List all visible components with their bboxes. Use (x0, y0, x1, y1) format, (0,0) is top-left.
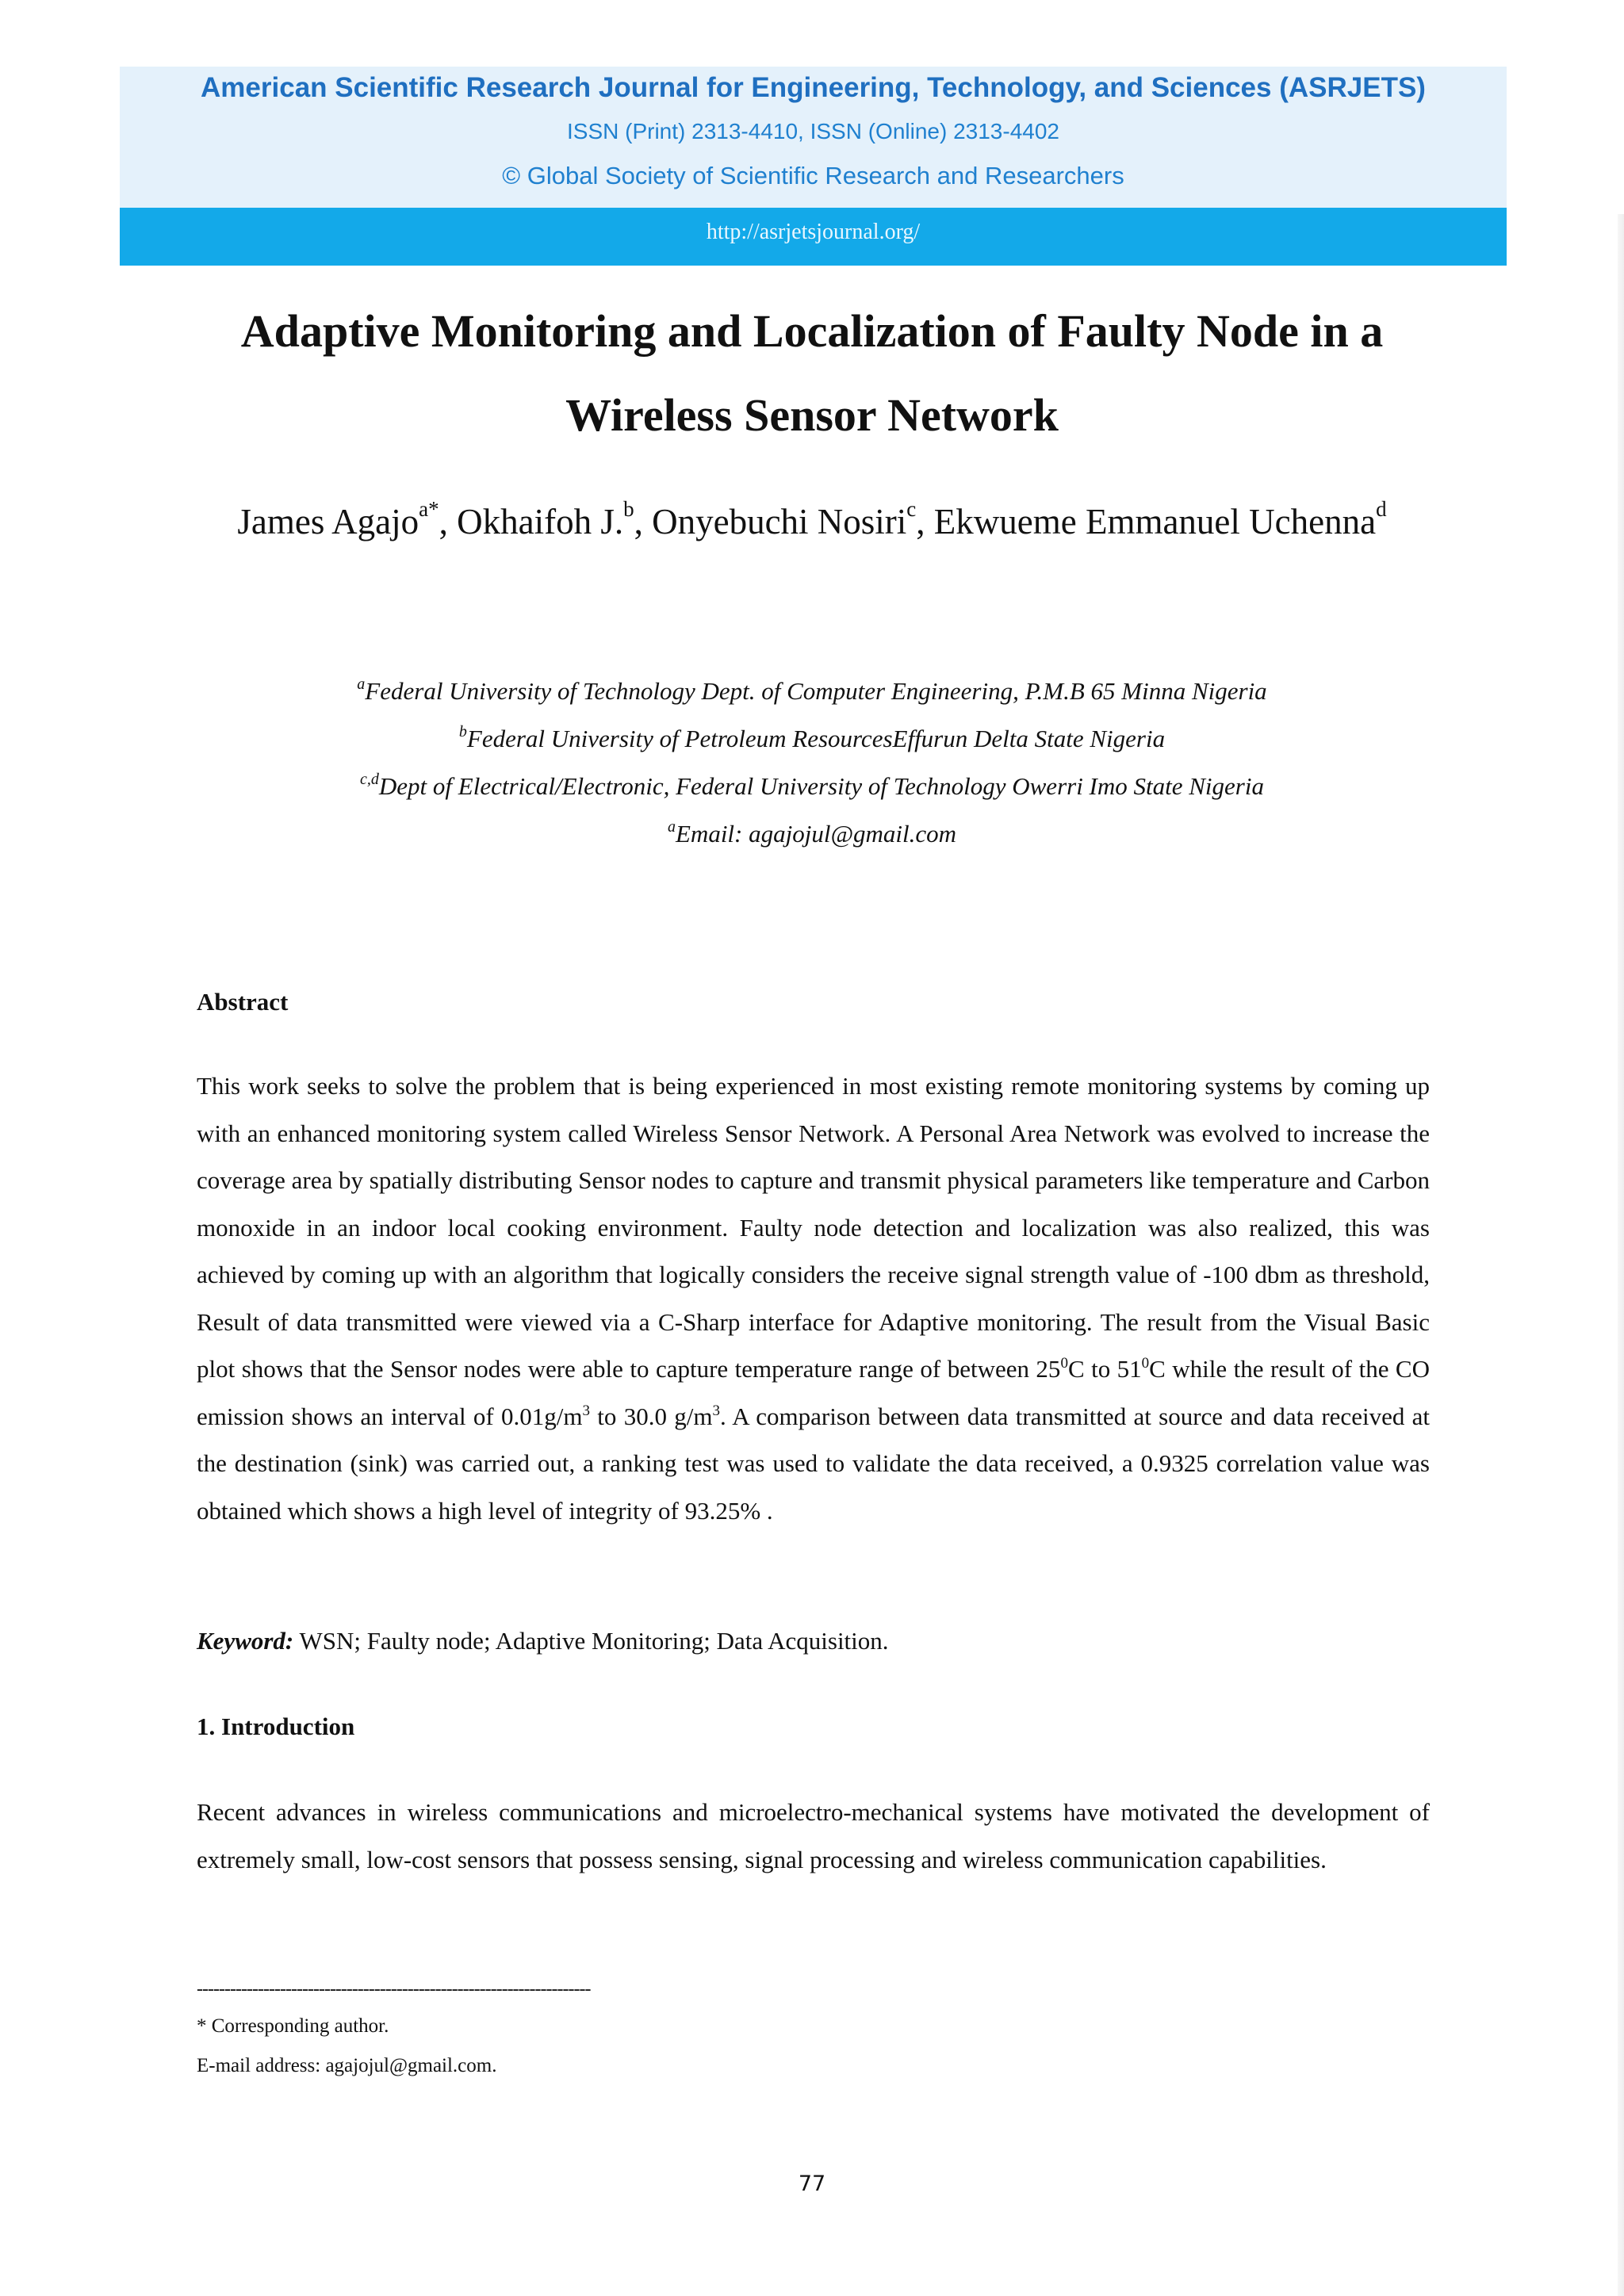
abstract-heading: Abstract (197, 988, 289, 1016)
affiliation-email (198, 810, 1426, 858)
affiliation-superscript: a (357, 675, 366, 693)
author-name: Onyebuchi Nosiri (652, 502, 907, 541)
author-superscript: b (623, 497, 634, 521)
journal-title: American Scientific Research Journal for Engineering, Technology, and Sciences (ASRJETS) (201, 72, 1426, 103)
abstract-body (197, 1062, 1430, 1534)
author-superscript: d (1376, 497, 1387, 521)
abstract-text: C to 51 (1067, 1355, 1142, 1383)
affiliation-text: Federal University of Technology Dept. of Computer Engineering, P.M.B 65 Minna Nigeria (365, 677, 1267, 705)
abstract-text: to 30.0 g/m (589, 1402, 713, 1430)
affiliation-line (198, 715, 1426, 763)
affiliation-list (198, 668, 1426, 858)
journal-url-link[interactable]: http://asrjetsjournal.org/ (706, 220, 921, 244)
affiliation-superscript: c,d (360, 771, 379, 788)
keywords-label: Keyword: (197, 1627, 294, 1655)
abstract-superscript: 0 (1141, 1355, 1150, 1372)
abstract-text: This work seeks to solve the problem that is being experienced in most existing remote monitoring systems by coming up with an enhanced monitoring system called Wireless Sensor Network. A Personal Area Network was evolved to increase the coverage area by spatially distributing Sensor nodes to capture and transmit physical parameters like temperature and Carbon monoxide in an indoor local cooking environment. Faulty node detection and localization was also realized, this was achieved by coming up with an algorithm that logically considers the receive signal strength value of -100 dbm as threshold, Result of data transmitted were viewed via a C-Sharp interface for Adaptive monitoring. The result from the Visual Basic plot shows that the Sensor nodes were able to capture temperature range of between 25 (197, 1072, 1430, 1383)
author-list: James Agajo$^{a*}$, Okhaifoh J.$^b$, Onyebuchi Nosiri$^c$, Ekwueme Emmanuel Uchenna$^d$ (237, 497, 1387, 541)
keywords-line (197, 1625, 1430, 1657)
author-name: Okhaifoh J. (457, 502, 624, 541)
journal-society: © Global Society of Scientific Research and Researchers (502, 162, 1124, 189)
page-number: 77 (798, 2172, 826, 2196)
abstract-superscript: 3 (712, 1402, 720, 1419)
affiliation-superscript: a (668, 818, 676, 836)
paper-title: Adaptive Monitoring and Localization of Faulty Node in a Wireless Sensor Network (240, 305, 1384, 441)
abstract-text: . A comparison between data transmitted at source and data received at the destination (sink) was carried out, a ranking test was used to validate the data received, a 0.9325 correlation value was obtained which shows a high level of integrity of 93.25% . (197, 1402, 1430, 1525)
footnote-corresponding-author: * Corresponding author. (197, 2015, 389, 2037)
author-superscript: c (906, 497, 917, 521)
footnote-separator: ----------------------------------------------------------------------- (197, 1979, 591, 1999)
footnote-email: E-mail address: agajojul@gmail.com. (197, 2055, 497, 2076)
abstract-superscript: 3 (582, 1402, 590, 1419)
abstract-superscript: 0 (1060, 1355, 1068, 1372)
affiliation-superscript: b (458, 723, 467, 740)
affiliation-text: Dept of Electrical/Electronic, Federal University of Technology Owerri Imo State Nigeria (378, 772, 1264, 800)
author-name: James Agajo (237, 502, 419, 541)
author-name: Ekwueme Emmanuel Uchenna (933, 502, 1377, 541)
affiliation-line (198, 763, 1426, 810)
journal-header (120, 67, 1507, 266)
journal-issn: ISSN (Print) 2313-4410, ISSN (Online) 2313-4402 (567, 119, 1059, 144)
affiliation-text: Federal University of Petroleum ResourcesEffurun Delta State Nigeria (466, 725, 1166, 752)
introduction-body: Recent advances in wireless communications and microelectro-mechanical systems have motivated the development of extremely small, low-cost sensors that possess sensing, signal processing and wireless communication capabilities. (197, 1798, 1430, 1873)
author-superscript: a* (419, 497, 439, 521)
affiliation-line (198, 668, 1426, 715)
page-edge-shadow (1618, 214, 1624, 2296)
keywords-text: WSN; Faulty node; Adaptive Monitoring; Data Acquisition. (293, 1627, 889, 1655)
abstract-text: C while the result of the CO emission shows an interval of 0.01g/m (197, 1355, 1430, 1430)
affiliation-email-text: Email: agajojul@gmail.com (676, 820, 956, 848)
introduction-heading: 1. Introduction (197, 1712, 355, 1740)
